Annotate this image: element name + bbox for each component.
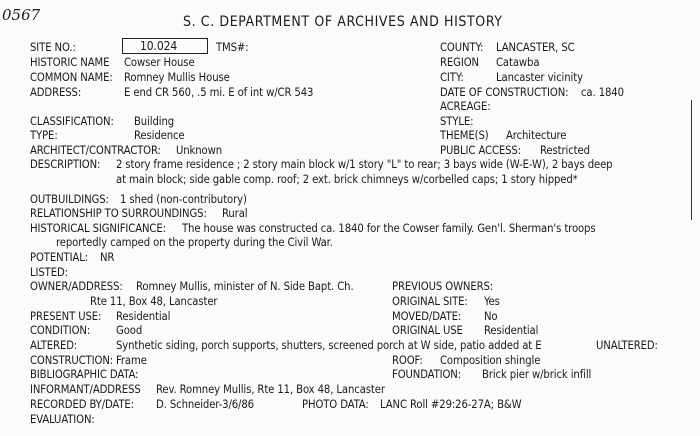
- evaluation-label: EVALUATION:: [30, 413, 95, 426]
- significance-line-1: The house was constructed ca. 1840 for the Cowser family. Gen'l. Sherman's troops: [182, 222, 596, 235]
- informant-value: Rev. Romney Mullis, Rte 11, Box 48, Lancaster: [156, 383, 385, 396]
- outbuildings-label: OUTBUILDINGS:: [30, 193, 109, 206]
- historic-name-label: HISTORIC NAME: [30, 56, 110, 69]
- handwritten-number: 0567: [2, 6, 41, 24]
- present-use-value: Residential: [116, 310, 171, 323]
- roof-value: Composition shingle: [440, 354, 541, 367]
- city-label: CITY:: [440, 71, 464, 84]
- photo-data-label: PHOTO DATA:: [302, 398, 369, 411]
- foundation-label: FOUNDATION:: [392, 368, 462, 381]
- roof-label: ROOF:: [392, 354, 423, 367]
- present-use-label: PRESENT USE:: [30, 310, 102, 323]
- region-label: REGION: [440, 56, 479, 69]
- card-edge-mark: [691, 100, 700, 220]
- date-of-construction-label: DATE OF CONSTRUCTION:: [440, 86, 569, 99]
- classification-value: Building: [134, 115, 175, 128]
- original-site-value: Yes: [484, 295, 500, 308]
- moved-date-label: MOVED/DATE:: [392, 310, 462, 323]
- county-label: COUNTY:: [440, 41, 484, 54]
- significance-label: HISTORICAL SIGNIFICANCE:: [30, 222, 166, 235]
- condition-label: CONDITION:: [30, 324, 91, 337]
- public-access-value: Restricted: [540, 144, 590, 157]
- site-no-label: SITE NO.:: [30, 41, 76, 54]
- recorded-by-label: RECORDED BY/DATE:: [30, 398, 134, 411]
- informant-label: INFORMANT/ADDRESS: [30, 383, 141, 396]
- original-use-value: Residential: [484, 324, 539, 337]
- date-of-construction-value: ca. 1840: [581, 86, 624, 99]
- significance-line-2: reportedly camped on the property during the Civil War.: [56, 236, 333, 249]
- region-value: Catawba: [496, 56, 540, 69]
- condition-value: Good: [116, 324, 143, 337]
- foundation-value: Brick pier w/brick infill: [482, 368, 592, 381]
- public-access-label: PUBLIC ACCESS:: [440, 144, 522, 157]
- owner-label: OWNER/ADDRESS:: [30, 280, 123, 293]
- previous-owners-label: PREVIOUS OWNERS:: [392, 280, 494, 293]
- header-title: S. C. DEPARTMENT OF ARCHIVES AND HISTORY: [183, 14, 503, 30]
- construction-label: CONSTRUCTION:: [30, 354, 114, 367]
- construction-value: Frame: [116, 354, 147, 367]
- site-no-value: 10.024: [140, 39, 178, 53]
- theme-value: Architecture: [506, 129, 567, 142]
- common-name-label: COMMON NAME:: [30, 71, 113, 84]
- bibliographic-label: BIBLIOGRAPHIC DATA:: [30, 368, 139, 381]
- city-value: Lancaster vicinity: [496, 71, 583, 84]
- owner-line-1: Romney Mullis, minister of N. Side Bapt. Ch.: [136, 280, 354, 293]
- type-label: TYPE:: [30, 129, 58, 142]
- historic-name-value: Cowser House: [124, 56, 195, 69]
- acreage-label: ACREAGE:: [440, 100, 491, 113]
- relationship-value: Rural: [222, 207, 248, 220]
- recorded-by-value: D. Schneider-3/6/86: [156, 398, 254, 411]
- type-value: Residence: [134, 129, 185, 142]
- description-label: DESCRIPTION:: [30, 158, 101, 171]
- address-label: ADDRESS:: [30, 86, 82, 99]
- potential-value: NR: [100, 251, 115, 264]
- owner-line-2: Rte 11, Box 48, Lancaster: [90, 295, 218, 308]
- listed-label: LISTED:: [30, 266, 68, 279]
- altered-label: ALTERED:: [30, 339, 78, 352]
- theme-label: THEME(S): [440, 129, 489, 142]
- description-line-1: 2 story frame residence ; 2 story main block w/1 story "L" to rear; 3 bays wide (W-E-W), 2 bays deep: [116, 158, 613, 171]
- unaltered-label: UNALTERED:: [596, 339, 658, 352]
- common-name-value: Romney Mullis House: [124, 71, 230, 84]
- architect-value: Unknown: [176, 144, 223, 157]
- address-value: E end CR 560, .5 mi. E of int w/CR 543: [124, 86, 314, 99]
- county-value: LANCASTER, SC: [496, 41, 575, 54]
- moved-date-value: No: [484, 310, 498, 323]
- original-use-label: ORIGINAL USE: [392, 324, 463, 337]
- style-label: STYLE:: [440, 115, 474, 128]
- photo-data-value: LANC Roll #29:26-27A; B&W: [380, 398, 522, 411]
- outbuildings-value: 1 shed (non-contributory): [120, 193, 247, 206]
- altered-value: Synthetic siding, porch supports, shutters, screened porch at W side, patio added at E: [116, 339, 542, 352]
- original-site-label: ORIGINAL SITE:: [392, 295, 468, 308]
- classification-label: CLASSIFICATION:: [30, 115, 114, 128]
- relationship-label: RELATIONSHIP TO SURROUNDINGS:: [30, 207, 207, 220]
- tms-label: TMS#:: [216, 41, 249, 54]
- description-line-2: at main block; side gable comp. roof; 2 ext. brick chimneys w/corbelled caps; 1 story hipped*: [116, 173, 578, 186]
- architect-label: ARCHITECT/CONTRACTOR:: [30, 144, 161, 157]
- potential-label: POTENTIAL:: [30, 251, 89, 264]
